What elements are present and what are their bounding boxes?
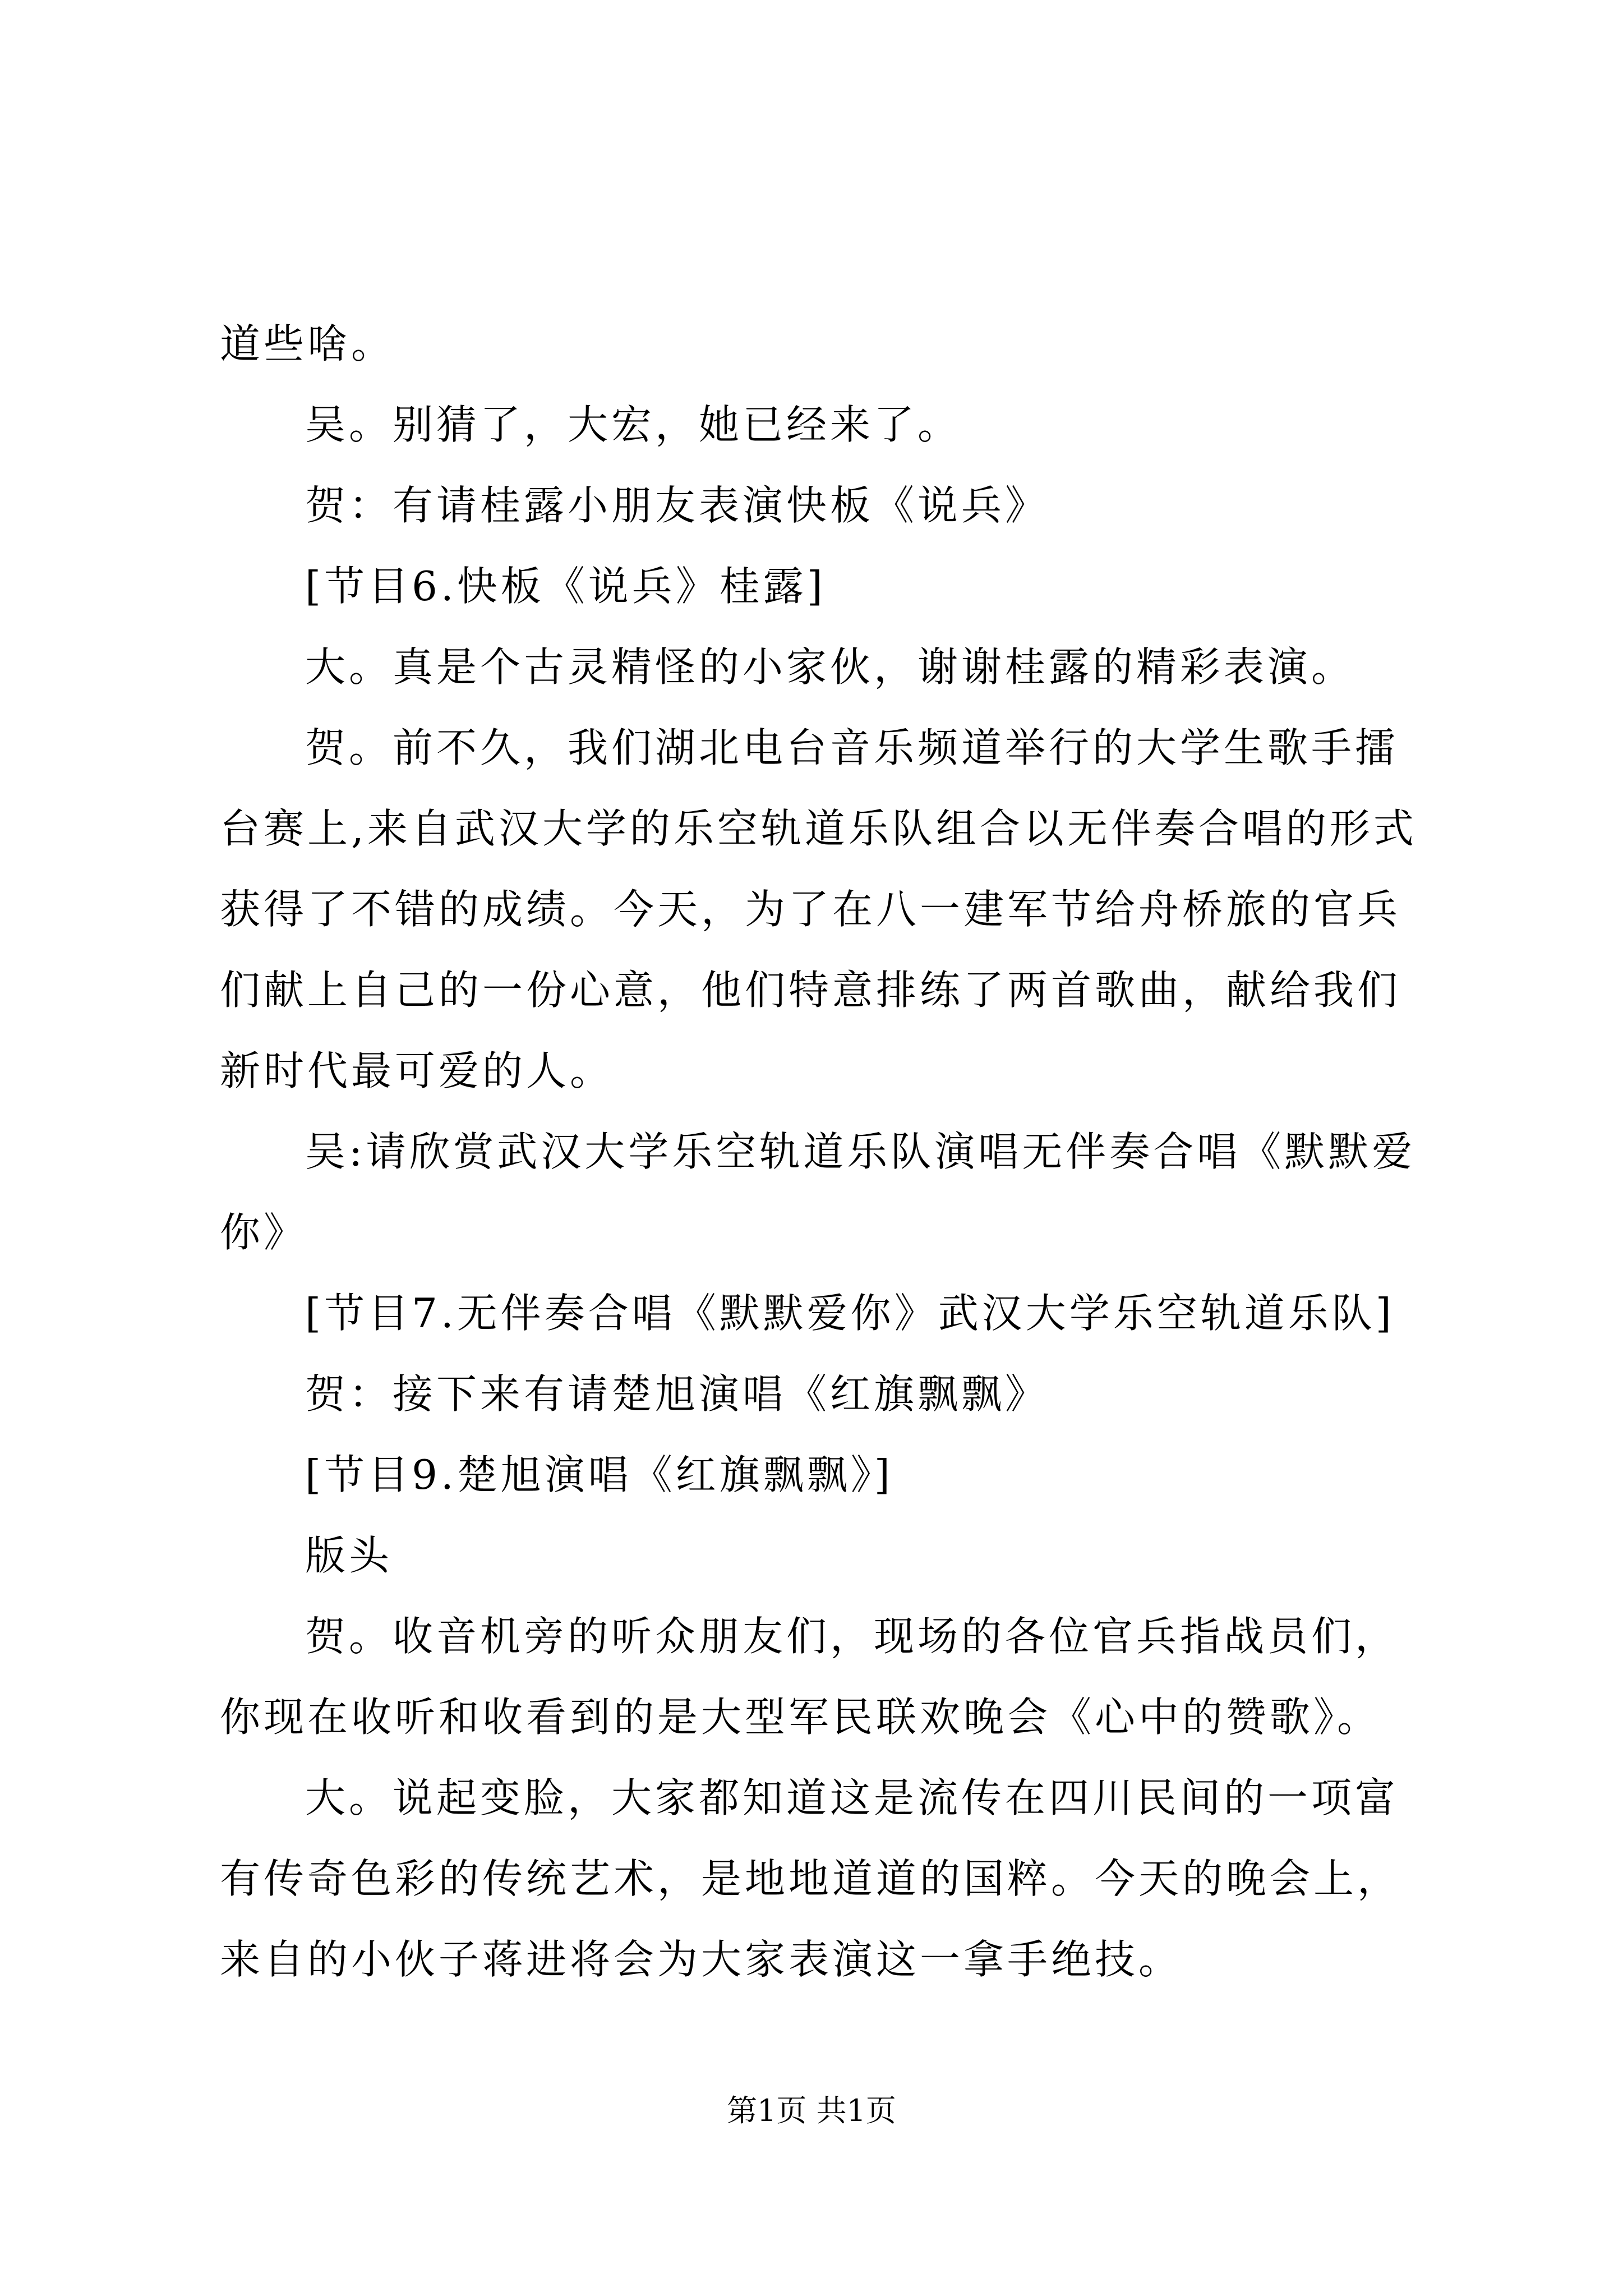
paragraph-9: 贺：接下来有请楚旭演唱《红旗飘飘》 bbox=[305, 1370, 1049, 1418]
paragraph-6: 贺。前不久，我们湖北电台音乐频道举行的大学生歌手擂台赛上,来自武汉大学的乐空轨道乐队组合以无伴奏合唱的形式获得了不错的成绩。今天，为了在八一建军节给舟桥旅的官兵们献上自己的一份心意，他们特意排练了两首歌曲，献给我们新时代最可爱的人。 bbox=[220, 724, 1417, 1094]
paragraph-8: [节目7.无伴奏合唱《默默爱你》武汉大学乐空轨道乐队] bbox=[305, 1290, 1395, 1337]
paragraph-5: 大。真是个古灵精怪的小家伙，谢谢桂露的精彩表演。 bbox=[305, 643, 1355, 691]
paragraph-13: 大。说起变脸，大家都知道这是流传在四川民间的一项富有传奇色彩的传统艺术，是地地道道的国粹。今天的晚会上，来自的小伙子蒋进将会为大家表演这一拿手绝技。 bbox=[220, 1774, 1401, 1983]
page-footer: 第1页 共1页 bbox=[727, 2093, 896, 2128]
paragraph-3: 贺：有请桂露小朋友表演快板《说兵》 bbox=[305, 482, 1049, 529]
paragraph-11: 版头 bbox=[305, 1532, 393, 1579]
paragraph-4: [节目6.快板《说兵》桂露] bbox=[305, 563, 826, 610]
document-body bbox=[220, 303, 1420, 2000]
paragraph-1: 道些啥。 bbox=[220, 320, 395, 367]
paragraph-12: 贺。收音机旁的听众朋友们，现场的各位官兵指战员们，你现在收听和收看到的是大型军民联欢晚会《心中的赞歌》。 bbox=[220, 1613, 1399, 1741]
paragraph-2: 吴。别猜了，大宏，她已经来了。 bbox=[305, 401, 962, 448]
paragraph-7: 吴:请欣赏武汉大学乐空轨道乐队演唱无伴奏合唱《默默爱你》 bbox=[220, 1128, 1416, 1256]
paragraph-10: [节目9.楚旭演唱《红旗飘飘》] bbox=[305, 1451, 893, 1498]
